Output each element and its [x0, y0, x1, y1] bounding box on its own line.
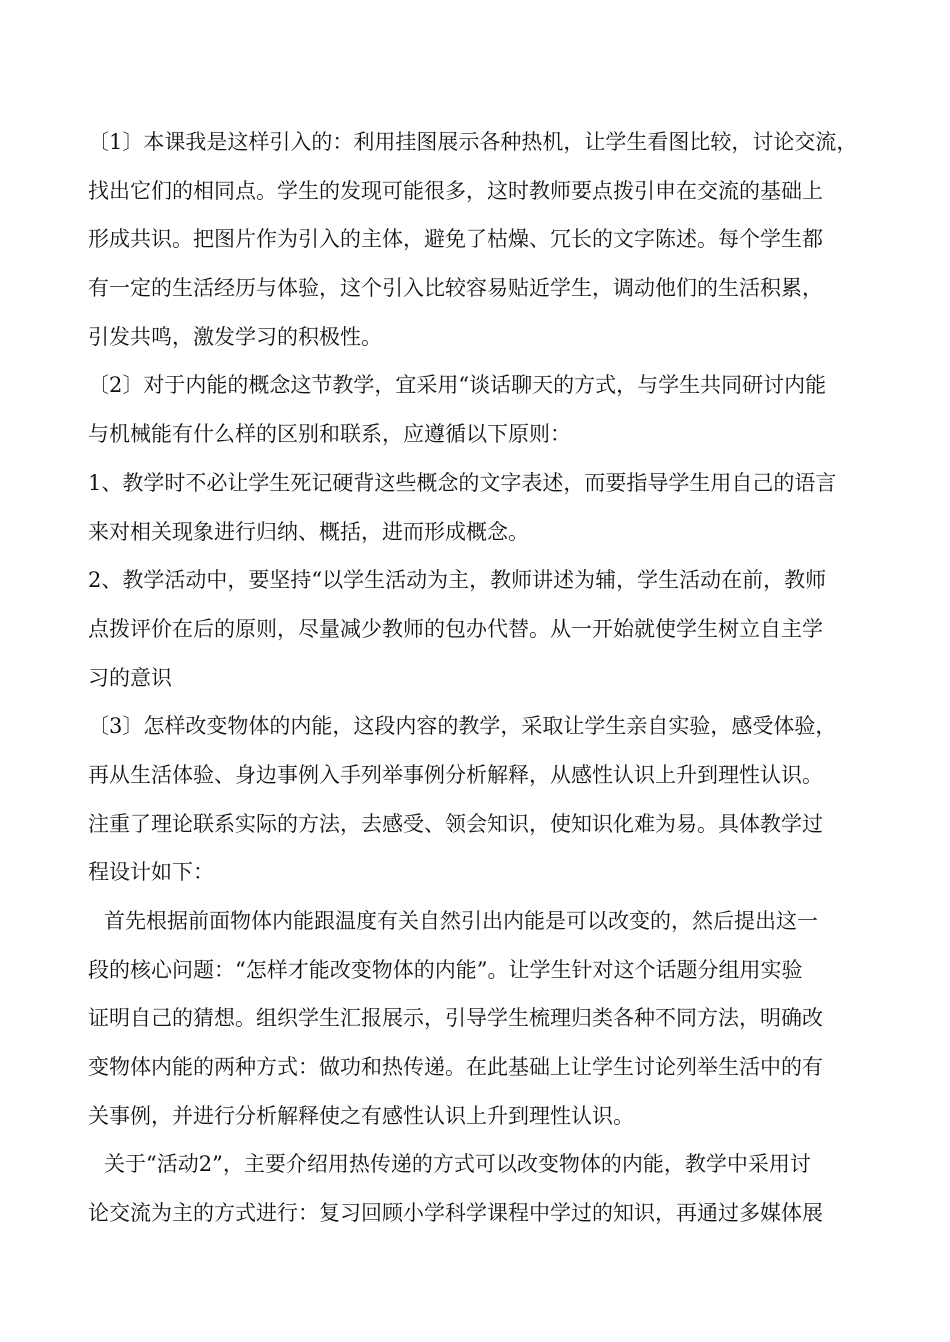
text-line: 关于“活动2”，主要介绍用热传递的方式可以改变物体的内能，教学中采用讨 — [104, 1152, 811, 1177]
text-line: 有一定的生活经历与体验，这个引入比较容易贴近学生，调动他们的生活积累， — [88, 276, 823, 301]
text-line: 找出它们的相同点。学生的发现可能很多，这时教师要点拨引申在交流的基础上 — [88, 178, 823, 203]
text-line: 程设计如下： — [88, 860, 214, 885]
text-line: 证明自己的猜想。组织学生汇报展示，引导学生梳理归类各种不同方法，明确改 — [88, 1006, 823, 1031]
text-line: 习的意识 — [88, 665, 172, 690]
text-line: 段的核心问题：“怎样才能改变物体的内能”。让学生针对这个话题分组用实验 — [88, 957, 803, 982]
text-line: 点拨评价在后的原则，尽量减少教师的包办代替。从一开始就使学生树立自主学 — [88, 616, 823, 641]
text-line: 注重了理论联系实际的方法，去感受、领会知识，使知识化难为易。具体教学过 — [88, 811, 823, 836]
text-line: 首先根据前面物体内能跟温度有关自然引出内能是可以改变的，然后提出这一 — [104, 909, 818, 933]
text-line: 1、教学时不必让学生死记硬背这些概念的文字表述，而要指导学生用自己的语言 — [88, 470, 837, 495]
document-body — [88, 118, 888, 1238]
text-line: 关事例，并进行分析解释使之有感性认识上升到理性认识。 — [88, 1103, 634, 1128]
text-line: 引发共鸣，激发学习的积极性。 — [88, 324, 382, 349]
text-line: 2、教学活动中，要坚持“以学生活动为主，教师讲述为辅，学生活动在前，教师 — [88, 568, 827, 593]
text-line: 变物体内能的两种方式：做功和热传递。在此基础上让学生讨论列举生活中的有 — [88, 1055, 823, 1080]
text-line: 〔3〕怎样改变物体的内能，这段内容的教学，采取让学生亲自实验，感受体验， — [88, 714, 837, 739]
text-line: 〔2〕对于内能的概念这节教学，宜采用“谈话聊天的方式，与学生共同研讨内能 — [88, 373, 827, 398]
text-line: 来对相关现象进行归纳、概括，进而形成概念。 — [88, 519, 529, 544]
text-line: 与机械能有什么样的区别和联系，应遵循以下原则： — [88, 422, 571, 447]
text-line: 形成共识。把图片作为引入的主体，避免了枯燥、冗长的文字陈述。每个学生都 — [88, 227, 823, 252]
text-line: 〔1〕本课我是这样引入的：利用挂图展示各种热机，让学生看图比较，讨论交流， — [88, 130, 858, 154]
text-line: 论交流为主的方式进行：复习回顾小学科学课程中学过的知识，再通过多媒体展 — [88, 1201, 823, 1226]
text-line: 再从生活体验、身边事例入手列举事例分析解释，从感性认识上升到理性认识。 — [88, 762, 823, 787]
